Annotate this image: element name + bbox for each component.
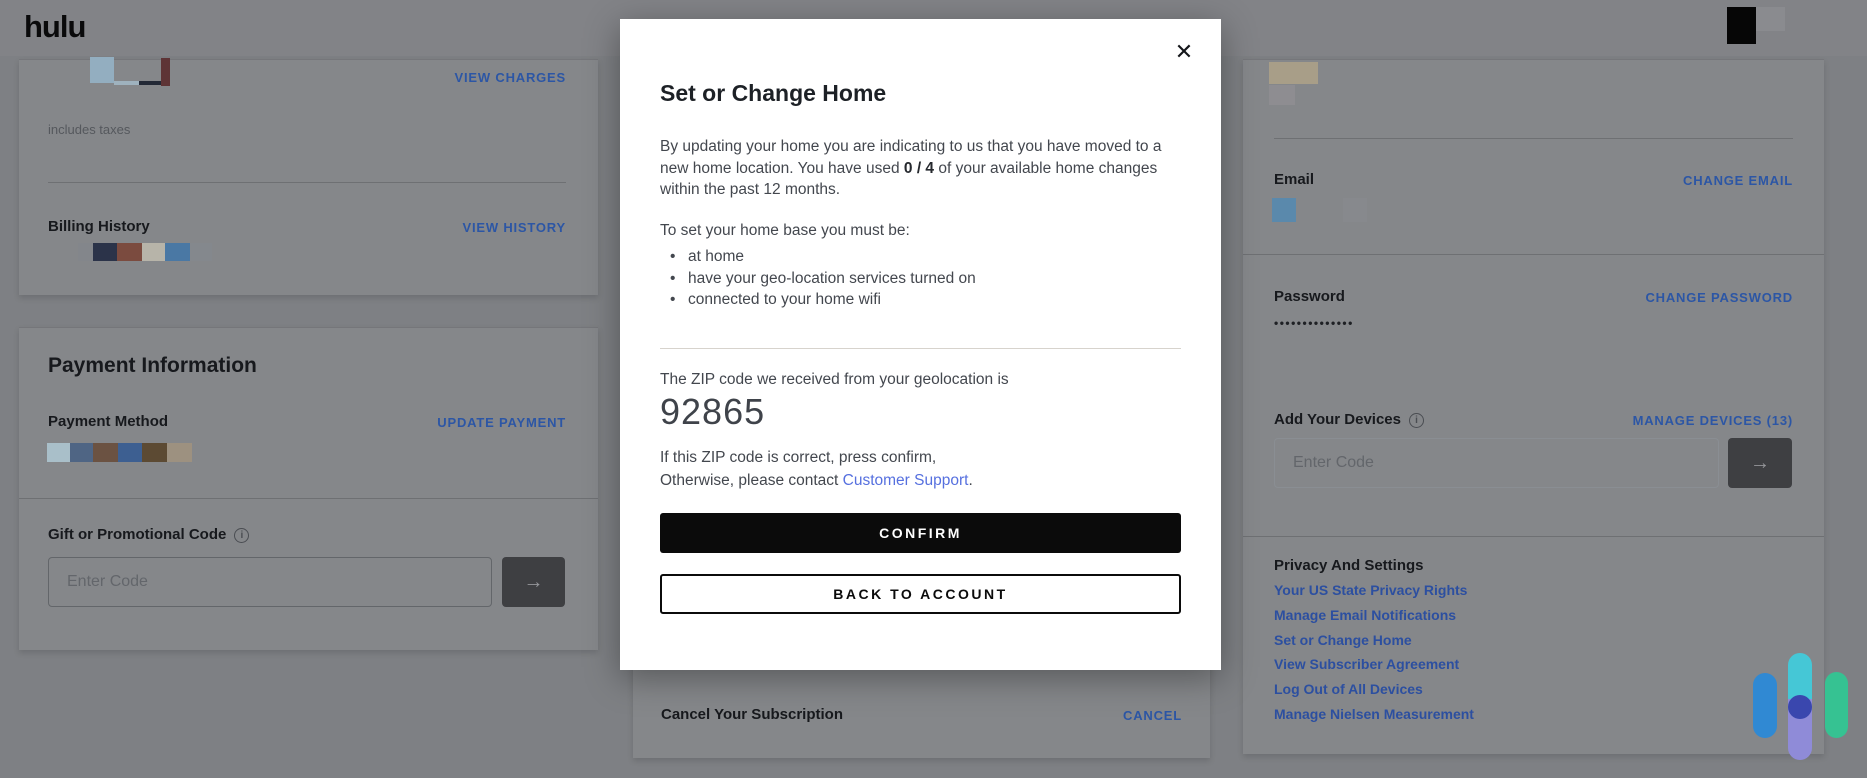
view-charges-link[interactable]: VIEW CHARGES xyxy=(454,70,566,85)
payment-information-title: Payment Information xyxy=(48,354,257,377)
device-code-input[interactable] xyxy=(1274,438,1719,488)
hulu-logo[interactable]: hulu xyxy=(24,9,86,44)
price-bar-maroon xyxy=(161,58,170,86)
modal-intro-paragraph: By updating your home you are indicating to us that you have moved to a new home location. You have used 0 / 4 of your available home changes within the past 12 months. xyxy=(660,138,1162,198)
confirm-button[interactable]: CONFIRM xyxy=(660,513,1181,553)
email-block-gray xyxy=(1343,198,1367,222)
payment-strip-5 xyxy=(142,443,167,462)
manage-devices-link[interactable]: MANAGE DEVICES (13) xyxy=(1632,413,1793,428)
billing-strip-5 xyxy=(165,243,190,261)
cancel-subscription-link[interactable]: CANCEL xyxy=(1123,708,1182,723)
cancel-subscription-label: Cancel Your Subscription xyxy=(661,706,843,723)
back-to-account-button[interactable]: BACK TO ACCOUNT xyxy=(660,574,1181,614)
update-payment-link[interactable]: UPDATE PAYMENT xyxy=(437,415,566,430)
requirement-item: • at home xyxy=(660,246,976,268)
billing-strip-4 xyxy=(142,243,165,261)
close-icon[interactable]: ✕ xyxy=(1174,39,1194,64)
privacy-settings-title: Privacy And Settings xyxy=(1274,557,1424,574)
email-block-blue xyxy=(1272,198,1296,222)
plan-block-tan xyxy=(1269,62,1318,84)
gift-code-input[interactable] xyxy=(48,557,492,607)
payment-strip-3 xyxy=(93,443,118,462)
zip-code-value: 92865 xyxy=(660,391,766,432)
gift-code-submit-button[interactable] xyxy=(502,557,565,607)
widget-bar-green xyxy=(1825,672,1848,738)
set-or-change-home-modal xyxy=(620,19,1221,670)
info-icon[interactable]: i xyxy=(1409,413,1424,428)
link-manage-email-notifications[interactable]: Manage Email Notifications xyxy=(1274,606,1457,623)
modal-title: Set or Change Home xyxy=(660,80,887,106)
price-block-blue xyxy=(90,57,114,83)
modal-requirements-intro: To set your home base you must be: xyxy=(660,222,910,239)
device-code-submit-button[interactable] xyxy=(1728,438,1792,488)
divider xyxy=(48,182,566,183)
modal-divider xyxy=(660,348,1181,349)
account-settings-card xyxy=(1243,59,1824,754)
gift-code-label: Gift or Promotional Code i xyxy=(48,526,249,543)
password-label: Password xyxy=(1274,288,1345,305)
view-history-link[interactable]: VIEW HISTORY xyxy=(462,220,566,235)
plan-block-gray xyxy=(1269,85,1295,105)
arrow-right-icon: → xyxy=(523,570,544,593)
payment-strip-6 xyxy=(167,443,192,462)
link-view-subscriber-agreement[interactable]: View Subscriber Agreement xyxy=(1274,656,1460,673)
confirm-hint-line: If this ZIP code is correct, press confirm, xyxy=(660,449,937,466)
widget-dot-blue xyxy=(1788,695,1812,719)
change-email-link[interactable]: CHANGE EMAIL xyxy=(1683,173,1793,188)
feedback-widget-icon[interactable] xyxy=(1753,653,1849,763)
divider xyxy=(19,498,598,499)
widget-bar-blue xyxy=(1753,673,1777,738)
avatar-block-light xyxy=(1756,7,1785,31)
avatar-block-dark xyxy=(1727,7,1756,44)
requirements-list xyxy=(660,246,976,311)
divider xyxy=(1243,254,1824,255)
price-strip-navy xyxy=(139,81,162,85)
requirement-item: • connected to your home wifi xyxy=(660,289,976,311)
billing-strip-3 xyxy=(117,243,142,261)
link-log-out-all-devices[interactable]: Log Out of All Devices xyxy=(1274,681,1423,698)
requirement-item: • have your geo-location services turned on xyxy=(660,268,976,290)
password-masked-value: •••••••••••••• xyxy=(1274,316,1354,330)
payment-method-label: Payment Method xyxy=(48,413,169,430)
add-devices-label: Add Your Devices i xyxy=(1274,411,1424,428)
change-password-link[interactable]: CHANGE PASSWORD xyxy=(1645,290,1793,305)
link-manage-nielsen-measurement[interactable]: Manage Nielsen Measurement xyxy=(1274,705,1474,722)
includes-taxes-note: includes taxes xyxy=(48,122,131,137)
divider xyxy=(1243,536,1824,537)
divider xyxy=(1274,138,1793,139)
otherwise-line: Otherwise, please contact Customer Support. xyxy=(660,472,973,489)
billing-strip-1 xyxy=(78,243,93,261)
link-set-or-change-home[interactable]: Set or Change Home xyxy=(1274,631,1412,648)
payment-strip-4 xyxy=(118,443,142,462)
billing-history-label: Billing History xyxy=(48,218,150,235)
email-label: Email xyxy=(1274,171,1315,188)
link-us-state-privacy-rights[interactable]: Your US State Privacy Rights xyxy=(1274,582,1468,598)
zip-caption: The ZIP code we received from your geolocation is xyxy=(660,371,1009,388)
privacy-links-list xyxy=(1274,578,1474,727)
payment-information-card xyxy=(19,327,598,650)
billing-strip-2 xyxy=(93,243,117,261)
info-icon[interactable]: i xyxy=(234,528,249,543)
payment-strip-1 xyxy=(47,443,70,462)
billing-strip-6 xyxy=(190,243,212,261)
payment-strip-2 xyxy=(70,443,93,462)
price-strip-lightblue xyxy=(114,81,139,85)
home-changes-used-count: 0 / 4 xyxy=(903,159,935,177)
customer-support-link[interactable]: Customer Support xyxy=(842,472,969,489)
arrow-right-icon: → xyxy=(1750,451,1770,474)
